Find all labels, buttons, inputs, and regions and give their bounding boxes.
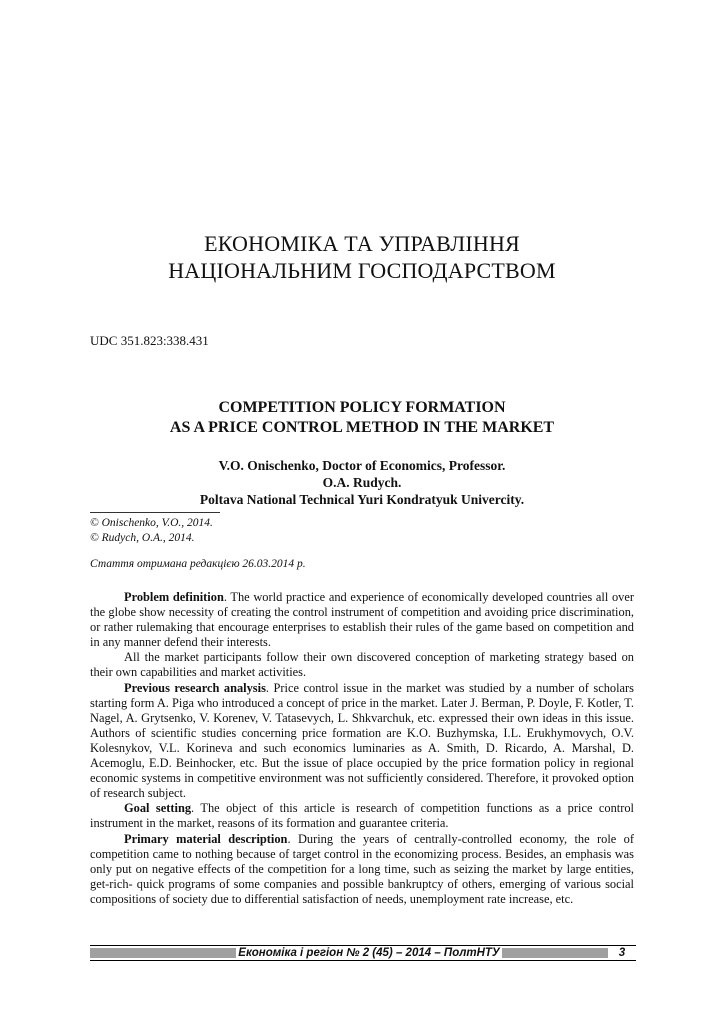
section-heading — [0, 230, 724, 284]
paragraph-previous-research — [90, 681, 634, 802]
author-1: V.O. Onischenko, Doctor of Economics, Professor. — [218, 458, 506, 473]
paragraph-heading: Previous research analysis — [124, 680, 266, 695]
paragraph-heading: Primary material description — [124, 831, 288, 846]
affiliation: Poltava National Technical Yuri Kondratyuk Univercity. — [199, 492, 525, 507]
paragraph-heading: Goal setting — [124, 801, 192, 816]
authors-block — [0, 457, 724, 508]
article-title — [0, 398, 724, 438]
footnote-divider — [90, 512, 220, 513]
page-number: 3 — [618, 947, 626, 959]
page-footer — [90, 945, 636, 961]
copyright-notes — [90, 516, 213, 546]
paragraph-heading: Problem definition — [124, 590, 224, 604]
paragraph-primary-material — [90, 832, 634, 907]
article-title-line-1: COMPETITION POLICY FORMATION — [218, 399, 506, 416]
footer-bar-left — [90, 948, 236, 958]
footer-rule-bottom — [90, 960, 636, 961]
footer-bar-right — [502, 948, 608, 958]
paragraph-market-participants — [90, 650, 634, 680]
paragraph-text: . The world practice and experience of economically developed countries all over the globe show necessity of creating the control instrument of competition and avoiding price discrimination, or rather rulemaking that encourage enterprises to establish their rules of the game based on competition and in any manner defend their interests. — [90, 590, 635, 650]
received-date: Стаття отримана редакцією 26.03.2014 р. — [90, 558, 306, 570]
author-2: O.A. Rudych. — [322, 475, 402, 490]
journal-name: Економіка і регіон № 2 (45) – 2014 – ПолтНТУ — [238, 947, 500, 959]
paragraph-text: . Price control issue in the market was studied by a number of scholars starting form A. Piga who introduced a concept of price in the market. Later J. Berman, P. Doyle, F. Kotler, T. Nagel, A. Grytsenko, V. Korenev, V. Tatasevych, L. Shkvarchuk, etc. expressed their own ideas in this issue. Authors of scientific studies concerning price formation are K.O. Buzhymska, I.L. Erukhymovych, O.V. Kolesnykov, V.L. Korineva and such economics luminaries as A. Smith, D. Ricardo, A. Marshal, D. Acemoglu, E.D. Beinhocker, etc. But the issue of place occupied by the price formation policy in regional economic systems in competitive environment was not sufficiently considered. Therefore, it provoked option of research subject. — [90, 680, 634, 801]
paragraph-problem-definition — [90, 590, 634, 650]
copyright-line-2: © Rudych, O.A., 2014. — [90, 532, 195, 544]
udc-code: UDC 351.823:338.431 — [90, 333, 209, 348]
paragraph-text: All the market participants follow their own discovered conception of marketing strategy based on their own capabilities and market activities. — [90, 650, 634, 680]
article-title-line-2: AS A PRICE CONTROL METHOD IN THE MARKET — [169, 419, 555, 436]
section-heading-line-1: ЕКОНОМІКА ТА УПРАВЛІННЯ — [204, 231, 520, 256]
paragraph-goal-setting — [90, 801, 634, 831]
article-body — [90, 590, 634, 907]
copyright-line-1: © Onischenko, V.O., 2014. — [90, 517, 213, 529]
paragraph-text: . The object of this article is research of competition functions as a price control instrument in the market, reasons of its formation and guarantee criteria. — [90, 801, 635, 831]
section-heading-line-2: НАЦІОНАЛЬНИМ ГОСПОДАРСТВОМ — [168, 258, 556, 283]
paragraph-text: . During the years of centrally-controlled economy, the role of competition came to nothing because of target control in the economizing process. Besides, an emphasis was only put on negative effects of the competition for a long time, such as seizing the market by large entities, get-rich- quick programs of some companies and possible bankruptcy of others, emerging of various social compositions of society due to differential satisfaction of needs, unemployment rate increase, etc. — [90, 831, 634, 906]
